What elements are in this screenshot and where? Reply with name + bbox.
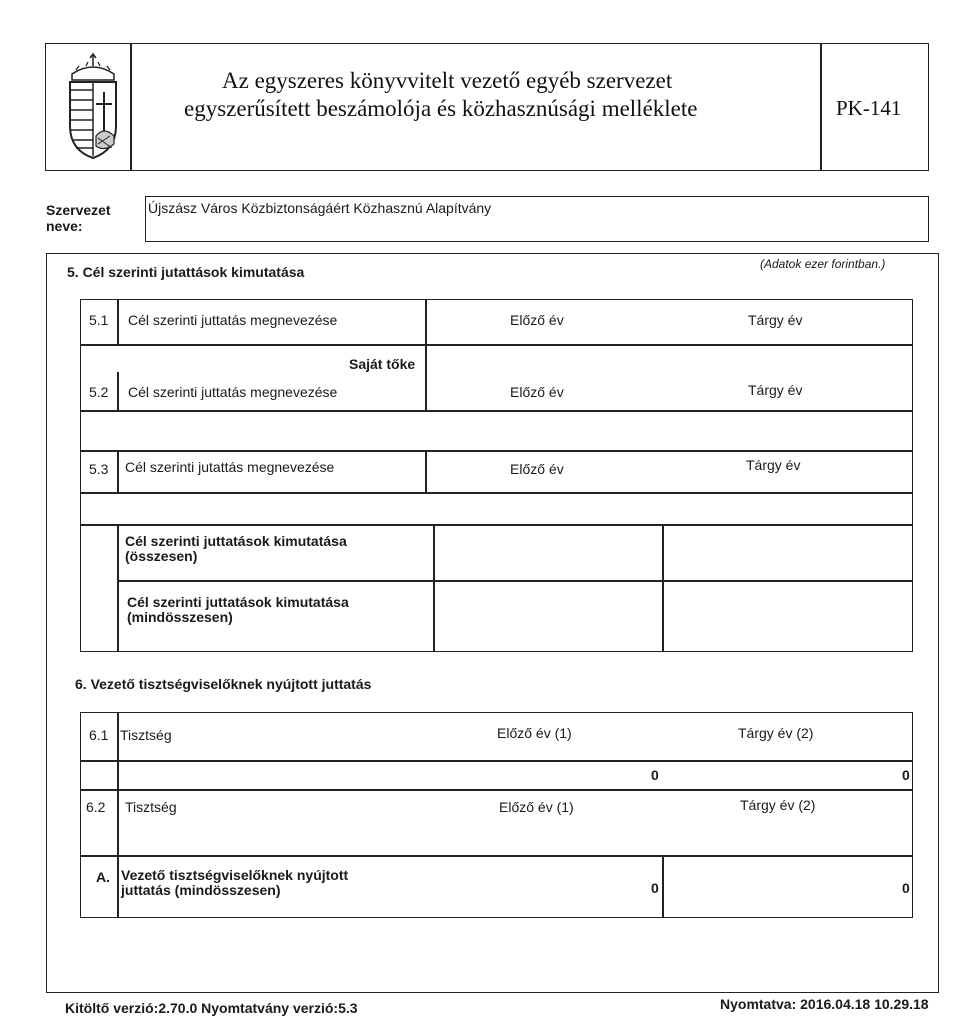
total-label-line2: (összesen)	[125, 548, 198, 564]
coat-of-arms-icon	[60, 52, 126, 162]
total-a-num: A.	[96, 869, 110, 885]
row-6-1-curr-header: Tárgy év (2)	[738, 725, 814, 741]
row-5-3-curr-header: Tárgy év	[746, 457, 801, 473]
row-5-2-prev-header: Előző év	[510, 384, 564, 400]
row-6-2-label: Tisztség	[125, 799, 177, 815]
unit-note: (Adatok ezer forintban.)	[760, 257, 886, 271]
row-6-2-prev-header: Előző év (1)	[499, 799, 574, 815]
row-5-2-label: Cél szerinti juttatás megnevezése	[128, 384, 338, 400]
row-6-1-num: 6.1	[89, 727, 109, 743]
sajat-toke-label: Saját tőke	[349, 356, 416, 372]
org-name-value: Újszász Város Közbiztonságáért Közhasznú Alapítvány	[148, 200, 492, 216]
total-a-curr-value: 0	[902, 880, 910, 896]
form-title-line1: Az egyszeres könyvvitelt vezető egyéb szervezet	[222, 68, 673, 93]
total-a-label-line2: juttatás (mindösszesen)	[121, 882, 281, 898]
row-5-1-num: 5.1	[89, 312, 109, 328]
header-divider-right	[820, 43, 822, 171]
row-5-3-label: Cél szerinti jutattás megnevezése	[125, 459, 335, 475]
row-6-2-num: 6.2	[86, 799, 106, 815]
row-5-1-prev-header: Előző év	[510, 312, 564, 328]
row-5-3-prev-header: Előző év	[510, 461, 564, 477]
header-divider-left	[130, 43, 132, 171]
row-6-1-prev-value: 0	[651, 767, 659, 783]
footer-printed: Nyomtatva: 2016.04.18 10.29.18	[720, 996, 929, 1012]
row-5-1-label: Cél szerinti juttatás megnevezése	[128, 312, 338, 328]
row-6-1-curr-value: 0	[902, 767, 910, 783]
footer-version: Kitöltő verzió:2.70.0 Nyomtatvány verzió:5.3	[65, 1000, 358, 1016]
org-label-line2: neve:	[46, 218, 83, 234]
row-5-1-curr-header: Tárgy év	[748, 312, 803, 328]
grand-total-label-line2: (mindösszesen)	[127, 609, 233, 625]
total-label-line1: Cél szerinti juttatások kimutatása	[125, 533, 347, 549]
total-a-prev-value: 0	[651, 880, 659, 896]
row-6-1-prev-header: Előző év (1)	[497, 725, 572, 741]
section6-title: 6. Vezető tisztségviselőknek nyújtott juttatás	[75, 676, 372, 692]
org-label-line1: Szervezet	[46, 202, 111, 218]
form-title-line2: egyszerűsített beszámolója és közhasznúsági melléklete	[184, 96, 698, 121]
row-5-2-num: 5.2	[89, 384, 109, 400]
row-5-2-curr-header: Tárgy év	[748, 382, 803, 398]
grand-total-label-line1: Cél szerinti juttatások kimutatása	[127, 594, 349, 610]
total-a-label-line1: Vezető tisztségviselőknek nyújtott	[121, 867, 349, 883]
section5-title: 5. Cél szerinti jutattások kimutatása	[67, 264, 305, 280]
form-code: PK-141	[836, 96, 902, 120]
row-5-3-num: 5.3	[89, 461, 109, 477]
row-6-2-curr-header: Tárgy év (2)	[740, 797, 816, 813]
row-6-1-label: Tisztség	[120, 727, 172, 743]
